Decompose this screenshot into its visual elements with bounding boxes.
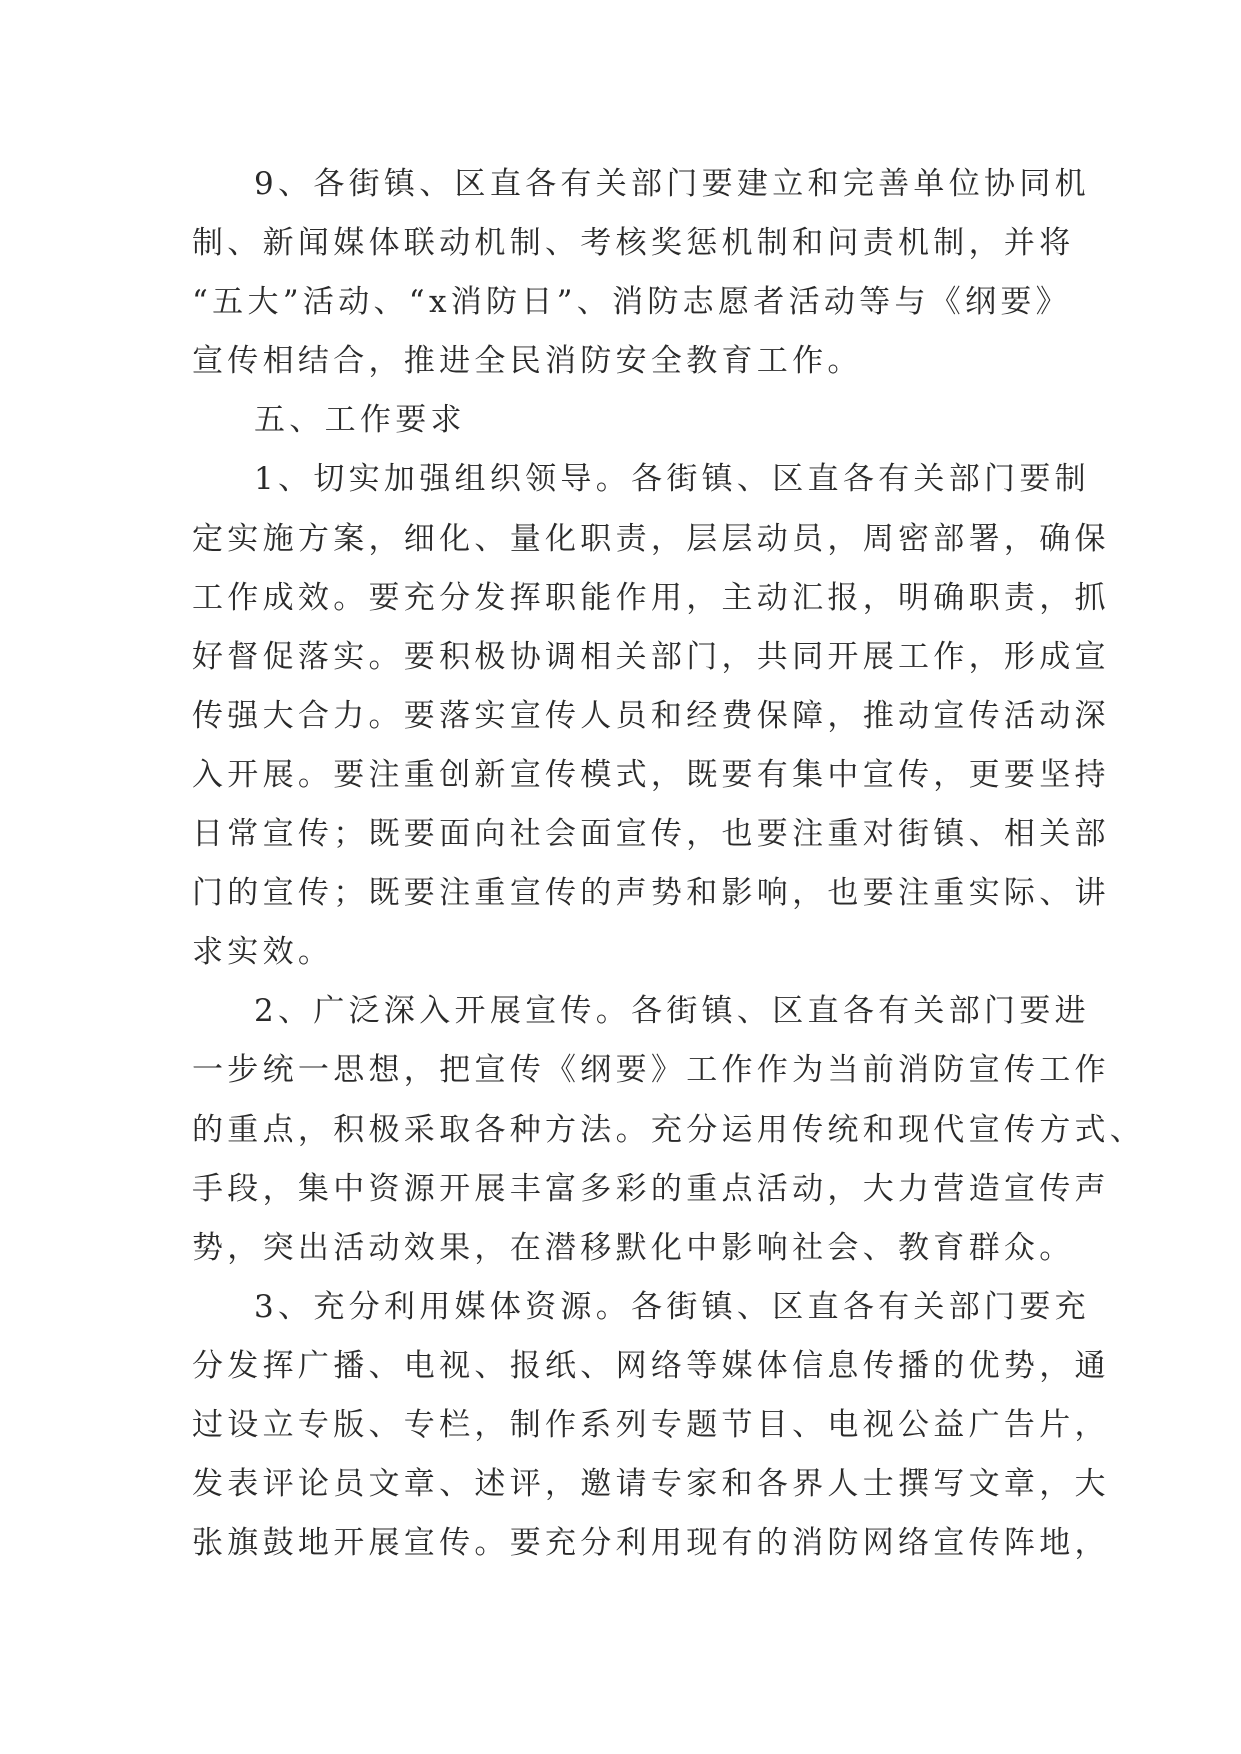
text-line: 一步统一思想，把宣传《纲要》工作作为当前消防宣传工作	[192, 1052, 1110, 1089]
text-line: 发表评论员文章、述评，邀请专家和各界人士撰写文章，大	[192, 1466, 1110, 1503]
paragraph-req-2	[192, 982, 1146, 1277]
text-line: 五、工作要求	[254, 402, 466, 439]
text-line: 势，突出活动效果，在潜移默化中影响社会、教育群众。	[192, 1229, 1075, 1266]
text-line: 2、广泛深入开展宣传。各街镇、区直各有关部门要进	[254, 993, 1090, 1030]
text-line: 求实效。	[192, 934, 334, 971]
text-line: 传强大合力。要落实宣传人员和经费保障，推动宣传活动深	[192, 697, 1110, 734]
text-line: 手段，集中资源开展丰富多彩的重点活动，大力营造宣传声	[192, 1170, 1110, 1207]
text-line: 1、切实加强组织领导。各街镇、区直各有关部门要制	[254, 461, 1090, 498]
text-line: 的重点，积极采取各种方法。充分运用传统和现代宣传方式、	[192, 1111, 1146, 1148]
text-line: 入开展。要注重创新宣传模式，既要有集中宣传，更要坚持	[192, 756, 1110, 793]
text-line: 定实施方案，细化、量化职责，层层动员，周密部署，确保	[192, 520, 1110, 557]
text-line: 日常宣传；既要面向社会面宣传，也要注重对街镇、相关部	[192, 816, 1110, 853]
text-line: 宣传相结合，推进全民消防安全教育工作。	[192, 343, 863, 380]
paragraph-req-3	[192, 1278, 1110, 1573]
text-line: 9、各街镇、区直各有关部门要建立和完善单位协同机	[254, 166, 1090, 202]
text-line: 分发挥广播、电视、报纸、网络等媒体信息传播的优势，通	[192, 1347, 1110, 1384]
document-body	[192, 155, 1146, 1573]
text-line: 好督促落实。要积极协调相关部门，共同开展工作，形成宣	[192, 638, 1110, 675]
paragraph-section-5	[192, 391, 1050, 450]
text-line: 3、充分利用媒体资源。各街镇、区直各有关部门要充	[254, 1288, 1090, 1325]
text-line: 制、新闻媒体联动机制、考核奖惩机制和问责机制，并将	[192, 225, 1075, 262]
text-line: “五大”活动、“x消防日”、消防志愿者活动等与《纲要》	[192, 284, 1071, 321]
text-line: 过设立专版、专栏，制作系列专题节目、电视公益广告片，	[192, 1406, 1110, 1443]
text-line: 张旗鼓地开展宣传。要充分利用现有的消防网络宣传阵地，	[192, 1525, 1110, 1562]
paragraph-req-1	[192, 450, 1110, 982]
paragraph-p9	[192, 155, 1090, 391]
text-line: 门的宣传；既要注重宣传的声势和影响，也要注重实际、讲	[192, 875, 1110, 912]
text-line: 工作成效。要充分发挥职能作用，主动汇报，明确职责，抓	[192, 579, 1110, 616]
